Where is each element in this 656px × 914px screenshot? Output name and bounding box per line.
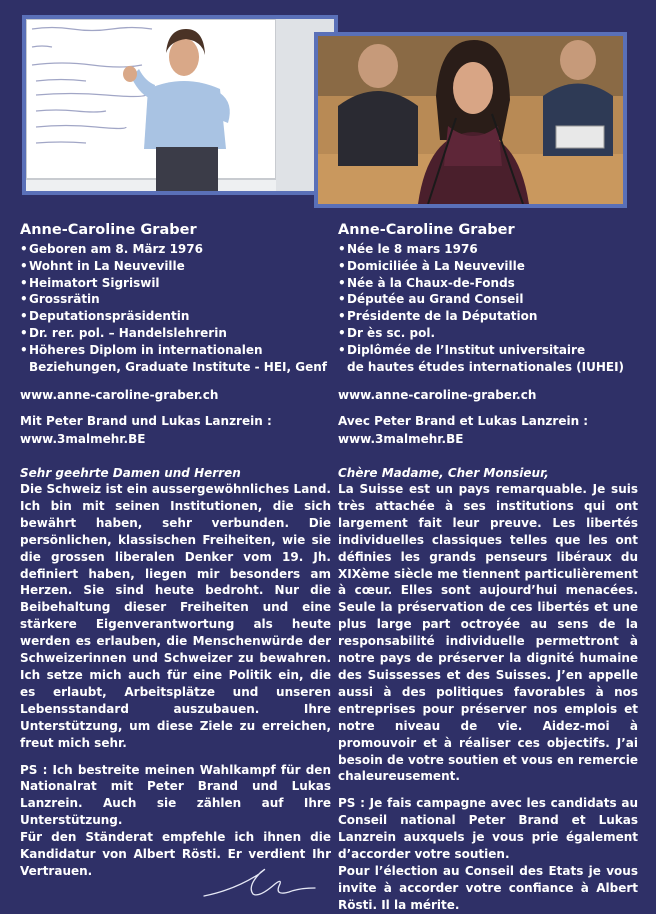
salutation-de: Sehr geehrte Damen und Herren: [20, 466, 241, 480]
bio-item: •Députée au Grand Conseil: [338, 292, 524, 307]
bio-item: •Née le 8 mars 1976: [338, 242, 478, 256]
bio-german: [20, 222, 330, 448]
bio-item: •Heimatort Sigriswil: [20, 275, 160, 290]
candidate-name-de: Anne-Caroline Graber: [20, 222, 197, 238]
running-mates-de: Mit Peter Brand und Lukas Lanzrein : www.3malmehr.BE: [20, 413, 330, 448]
letter-french: [338, 465, 638, 914]
salutation-fr: Chère Madame, Cher Monsieur,: [338, 466, 549, 480]
lecture-illustration: [26, 19, 334, 191]
running-mates-fr: Avec Peter Brand et Lukas Lanzrein : www.3malmehr.BE: [338, 413, 638, 448]
letter-body-de: Die Schweiz ist ein aussergewöhnliches Land. Ich bin mit seinen Institutionen, die sich bewährt haben, sehr verbunden. Die persönlichen, klassischen Freiheiten, wie sie die grossen liberalen Denker vom 19. Jh. definiert haben, liegen mir besonders am Herzen. Sie sind heute bedroht. Nur die Beibehaltung dieser Freiheiten und eine stärkere Eigenverantwortung als heute werden es erlauben, die Menschenwürde der Schweizerinnen und Schweizer zu bewahren. Ich setze mich auch für eine Politik ein, die es erlaubt, Arbeitsplätze und unseren Lebensstandard auszubauen. Ihre Unterstützung, um diese Ziele zu erreichen, freut mich sehr.: [20, 482, 331, 750]
photo-parliament: [314, 32, 627, 208]
bio-french: [338, 222, 638, 448]
letter-body-fr: La Suisse est un pays remarquable. Je suis très attachée à ses institutions qui ont largement fait leur preuve. Les libertés individuelles classiques telles que les ont définies les grands penseurs libéraux du XIXème siècle me tiennent particulièrement à cœur. Elles sont aujourd’hui menacées. Seule la préservation de ces libertés et une plus large part octroyée au sens de la responsabilité individuelle permettront à notre pays de préserver la dignité humaine des Suissesses et des Suisses. J’en appelle aussi à des politiques favorables à nos entreprises pour préserver nos emplois et notre niveau de vie. Aidez-moi à promouvoir et à réaliser ces objectifs. J’ai besoin de votre soutien et vous en remercie chaleureusement.: [338, 482, 638, 784]
website-link-de[interactable]: www.anne-caroline-graber.ch: [20, 388, 219, 403]
bio-item: •Dr ès sc. pol.: [338, 325, 436, 340]
postscript-senate-de: Für den Ständerat empfehle ich ihnen die Kandidatur von Albert Rösti. Er verdient Ihr Vertrauen.: [20, 830, 331, 878]
candidate-name-fr: Anne-Caroline Graber: [338, 222, 515, 238]
bio-item: •Dr. rer. pol. – Handelslehrerin: [20, 325, 227, 340]
bio-item: •Wohnt in La Neuveville: [20, 258, 185, 273]
bio-item: •Höheres Diplom in internationalen Beziehungen, Graduate Institute - HEI, Genf: [20, 342, 327, 374]
signature: [200, 852, 320, 902]
postscript-fr: PS : Je fais campagne avec les candidats au Conseil national Peter Brand et Lukas Lanzrein auxquels je vous prie également d’accorder votre soutien.: [338, 796, 638, 862]
bio-item: •Née à la Chaux-de-Fonds: [338, 275, 515, 290]
parliament-illustration: [318, 36, 623, 204]
bio-list-fr: [338, 241, 638, 375]
bio-item: •Présidente de la Députation: [338, 309, 538, 324]
bio-item: •Geboren am 8. März 1976: [20, 242, 203, 256]
bio-item: •Grossrätin: [20, 292, 100, 307]
bio-item: •Domiciliée à La Neuveville: [338, 258, 525, 273]
bio-list-de: [20, 241, 330, 375]
postscript-senate-fr: Pour l’élection au Conseil des Etats je vous invite à accorder votre confiance à Albert Rösti. Il la mérite.: [338, 863, 638, 912]
campaign-link-fr[interactable]: www.3malmehr.BE: [338, 431, 464, 446]
photo-lecture: [22, 15, 338, 195]
campaign-link-de[interactable]: www.3malmehr.BE: [20, 431, 146, 446]
bio-item: •Deputationspräsidentin: [20, 309, 190, 324]
letter-german: [20, 465, 331, 880]
website-link-fr[interactable]: www.anne-caroline-graber.ch: [338, 388, 537, 403]
bio-item: •Diplômée de l’Institut universitaire de hautes études internationales (IUHEI): [338, 342, 625, 374]
postscript-de: PS : Ich bestreite meinen Wahlkampf für den Nationalrat mit Peter Brand und Lukas Lanzrein. Auch sie zählen auf Ihre Unterstützung.: [20, 762, 331, 828]
